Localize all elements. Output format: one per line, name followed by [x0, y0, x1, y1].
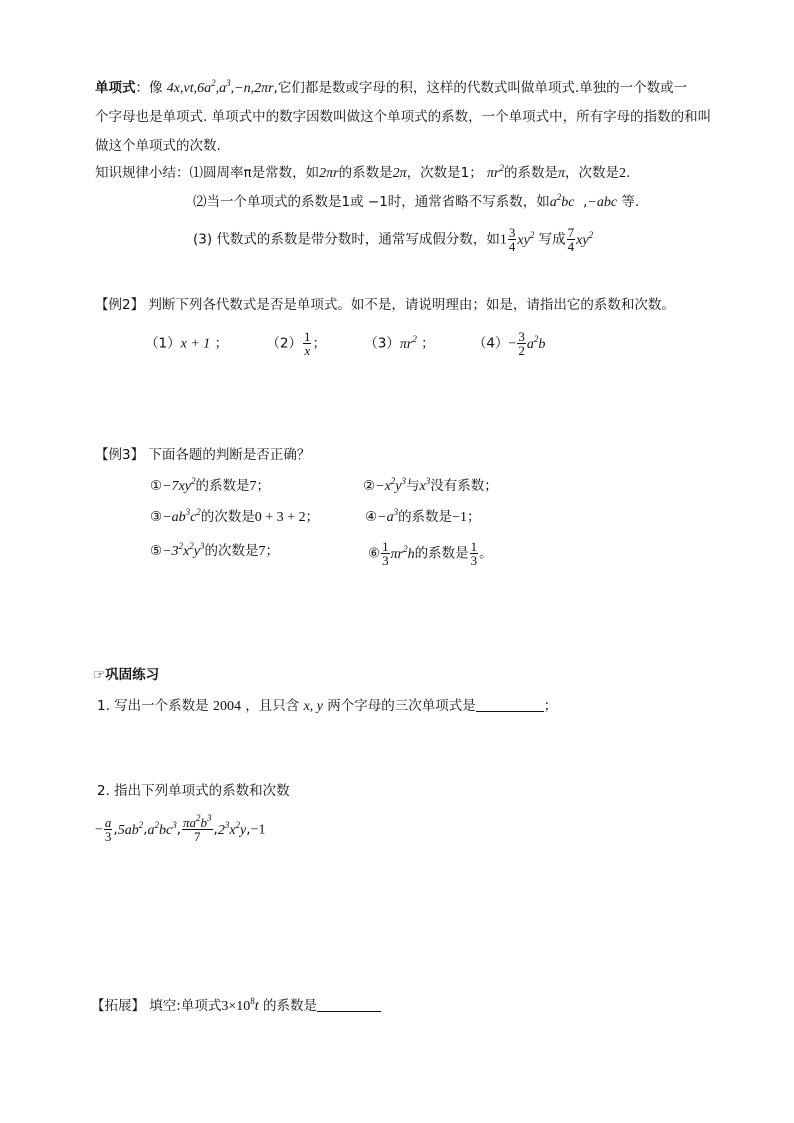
statement-text: 的系数是: [414, 545, 469, 562]
item-label: （4）: [472, 335, 509, 352]
definition-line-3: 做这个单项式的次数.: [95, 138, 221, 154]
term-label: 单项式: [95, 80, 136, 96]
summary-text: 的系数是: [503, 165, 558, 181]
summary-text: (3) 代数式的系数是带分数时，通常写成假分数，如: [193, 231, 500, 248]
summary-line-1: 知识规律小结：⑴圆周率π是常数，如2πr的系数是2π，次数是1； $\pi r^2$的系数是π，次数是2.: [95, 163, 631, 181]
answer-blank[interactable]: [317, 997, 381, 1012]
math-examples: $4x,vt,6a^2,a^3,-n,2\pi r$: [166, 78, 274, 96]
example2-tag: 【例2】: [95, 297, 145, 313]
summary-text: ⑵当一个单项式的系数是: [193, 194, 342, 210]
summary-line-2: ⑵当一个单项式的系数是1或 −1时，通常省略不写系数，如$a^2bc$ ,−abc 等.: [193, 192, 640, 210]
question-text: 1. 写出一个系数是: [97, 698, 209, 714]
example2-question: 判断下列各代数式是否是单项式。如不是，请说明理由；如是，请指出它的系数和次数。: [148, 297, 675, 313]
practice-title: ☞巩固练习: [93, 667, 160, 683]
summary-text: ，次数是: [565, 165, 619, 181]
statement-6: ⑥ $\frac{1}{3}$ $\pi r^2h$的系数是 $\frac{1}{3}$ 。: [368, 539, 493, 568]
monomial-list: − $\frac{a}{3}$ $,5ab^2,a^2bc^3$, $\frac{\pi a^2b^3}{7}$ $,2^3x^2y,-1$: [95, 813, 266, 844]
statement-text: 的系数是: [195, 478, 250, 494]
extension-line: 【拓展】 填空:单项式$3\times 10^8t$ 的系数是: [91, 997, 381, 1016]
example3-heading: [95, 446, 310, 464]
statement-2: $②-x^2y^3$与$x^3$没有系数；: [363, 476, 498, 494]
summary-text: 等.: [621, 194, 640, 210]
statement-text: 与: [406, 478, 420, 494]
summary-text: 写成: [538, 231, 566, 248]
summary-line-3: (3) 代数式的系数是带分数时，通常写成假分数，如1 $\frac{3}{4}$ $xy^2$ 写成 $\frac{7}{4}$ $xy^2$: [193, 225, 594, 254]
statement-text: 的系数是: [398, 509, 453, 525]
example3-question: 下面各题的判断是否正确？: [148, 447, 311, 463]
summary-text: 1；: [460, 165, 483, 181]
semicolon: ；: [543, 698, 558, 714]
semicolon: ；: [214, 335, 229, 352]
example2-heading: [95, 296, 675, 314]
item-label: （3）: [364, 335, 400, 352]
example3-tag: 【例3】: [95, 447, 145, 463]
summary-lead: 知识规律小结：⑴圆周率π是常数，如: [95, 165, 320, 181]
item-label: （1）: [145, 335, 181, 352]
statement-text: 没有系数；: [430, 478, 498, 494]
extension-text: 填空:单项式: [149, 998, 222, 1014]
def-text-1b: 它们都是数或字母的积，这样的代数式叫做单项式.单独的一个数或一: [277, 80, 688, 96]
definition-line-2: 个字母也是单项式. 单项式中的数字因数叫做这个单项式的系数，一个单项式中，所有字母的指数的和叫: [95, 109, 712, 125]
statement-4: $④-a^3$的系数是−1；: [365, 507, 481, 525]
extension-text: 的系数是: [262, 998, 317, 1014]
statement-text: 的次数是: [204, 543, 259, 559]
summary-text: 的系数是: [338, 165, 393, 181]
practice-question-1: 1. 写出一个系数是 2004 ，且只含 x, y 两个字母的三次单项式是 ；: [97, 698, 558, 714]
question-text: 两个字母的三次单项式是: [327, 698, 476, 714]
item-label: （2）: [266, 335, 302, 352]
statement-5: $⑤-3^2x^2y^3$的次数是7；: [150, 541, 279, 559]
statement-3: $③-ab^3c^2$的次数是0 + 3 + 2；: [150, 507, 320, 525]
question-text: ，且只含: [245, 698, 300, 714]
statement-1: $①-7xy^2$的系数是7；: [150, 476, 270, 494]
coefficient-value: 2004: [212, 699, 241, 714]
summary-text: ，次数是: [406, 165, 461, 181]
definition-line-1: 单项式：像 $4x,vt,6a^2,a^3,-n,2\pi r$,它们都是数或字母的积，这样的代数式叫做单项式.单独的一个数或一: [95, 78, 688, 96]
summary-text: 1或 −1时，通常省略不写系数，如: [341, 194, 550, 210]
summary-text: .: [626, 165, 631, 181]
period: 。: [479, 545, 493, 562]
semicolon: ；: [312, 335, 326, 352]
semicolon: ；: [421, 335, 435, 352]
colon: ：: [135, 80, 149, 96]
answer-blank[interactable]: [476, 697, 544, 712]
statement-text: 的次数是: [200, 509, 255, 525]
def-text-1a: 像: [149, 80, 163, 96]
extension-tag: 【拓展】: [91, 998, 145, 1014]
summary-text: 2: [619, 166, 626, 181]
practice-question-2: 2. 指出下列单项式的系数和次数: [97, 783, 290, 799]
example2-items: （1）x + 1 ； （2） $\frac{1}{x}$ ； $(3)\pi r^2$ ； （4）− $\frac{3}{2}$ $a^2b$: [145, 329, 546, 358]
